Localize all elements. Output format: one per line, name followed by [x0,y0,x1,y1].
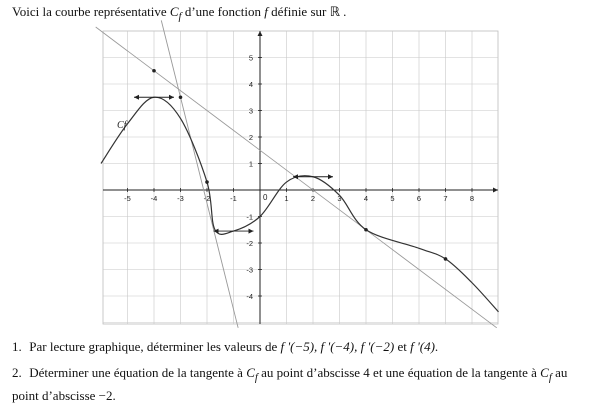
x-tick-label: 8 [469,194,475,203]
marked-point [364,228,368,232]
tick-labels [124,54,474,302]
grid-border [103,31,498,324]
intro-text-mid: d’une fonction [181,4,265,19]
marked-points [152,69,447,261]
grid [103,31,498,324]
x-tick-label: -2 [203,194,211,203]
x-tick-label: 1 [284,194,289,203]
x-tick-label: -4 [150,194,158,203]
y-axis-arrow [258,31,263,36]
y-tick-label: -1 [246,212,253,222]
question-text-a: Déterminer une équation de la tangente à [29,365,247,380]
curve-label: Cf [117,120,127,131]
question-math: f '(−5), f '(−4), f '(−2) [280,339,395,354]
x-tick-label: 7 [443,194,448,203]
x-tick-label: -5 [124,194,131,203]
intro-text: Voici la courbe représentative [12,4,170,19]
x-tick-label: 4 [363,194,369,203]
y-tick-label: -4 [246,292,253,301]
domain-symbol: ℝ [329,5,340,20]
y-tick-label: 2 [248,133,253,142]
question-number: 2. [12,365,22,380]
y-tick-label: 1 [248,159,253,169]
question-connector: et [394,339,411,354]
question-1 [12,338,438,355]
tangent-lines [96,20,497,327]
arrow-left [134,95,139,100]
question-curve-sub-2: f [548,371,552,384]
question-curve: C [246,365,255,380]
question-math2: f '(4) [410,339,435,354]
y-tick-label: 5 [248,53,253,63]
function-name: f [264,4,268,19]
x-tick-label: 2 [310,194,316,203]
arrow-right [249,229,254,234]
y-tick-label: 3 [248,106,253,116]
x-tick-label: -1 [230,194,237,203]
y-tick-label: -2 [246,239,253,248]
marked-point [444,257,448,261]
arrow-right [328,174,333,179]
y-tick-label: 4 [248,80,253,89]
curve-cf [101,97,499,312]
question-end: . [434,339,439,354]
x-tick-label: 6 [416,194,422,203]
question-text: Par lecture graphique, déterminer les valeurs de [29,339,281,354]
intro-text-end: . [339,4,347,19]
intro-text-mid2: définie sur [267,4,330,19]
origin-label: 0 [263,193,268,202]
x-tick-label: 3 [337,194,342,203]
arrow-right [169,95,174,100]
question-curve-2: C [540,365,549,380]
question-text-c: au point d’abscisse −2. [12,365,568,403]
question-curve-sub: f [254,371,258,384]
question-2 [12,364,587,404]
marked-point [205,180,209,184]
question-text-b: au point d’abscisse 4 et une équation de la tangente à [257,365,541,380]
curve-name: C [169,4,179,19]
x-tick-label: 5 [390,194,395,203]
marked-point [179,95,183,99]
curve-sub: f [178,10,182,23]
x-axis-arrow [493,188,498,193]
question-number: 1. [12,339,22,354]
tangent-at-minus2 [161,20,238,327]
axes [103,31,498,324]
marked-point [152,69,156,73]
y-tick-label: -3 [246,265,253,275]
x-tick-label: -3 [177,194,184,203]
